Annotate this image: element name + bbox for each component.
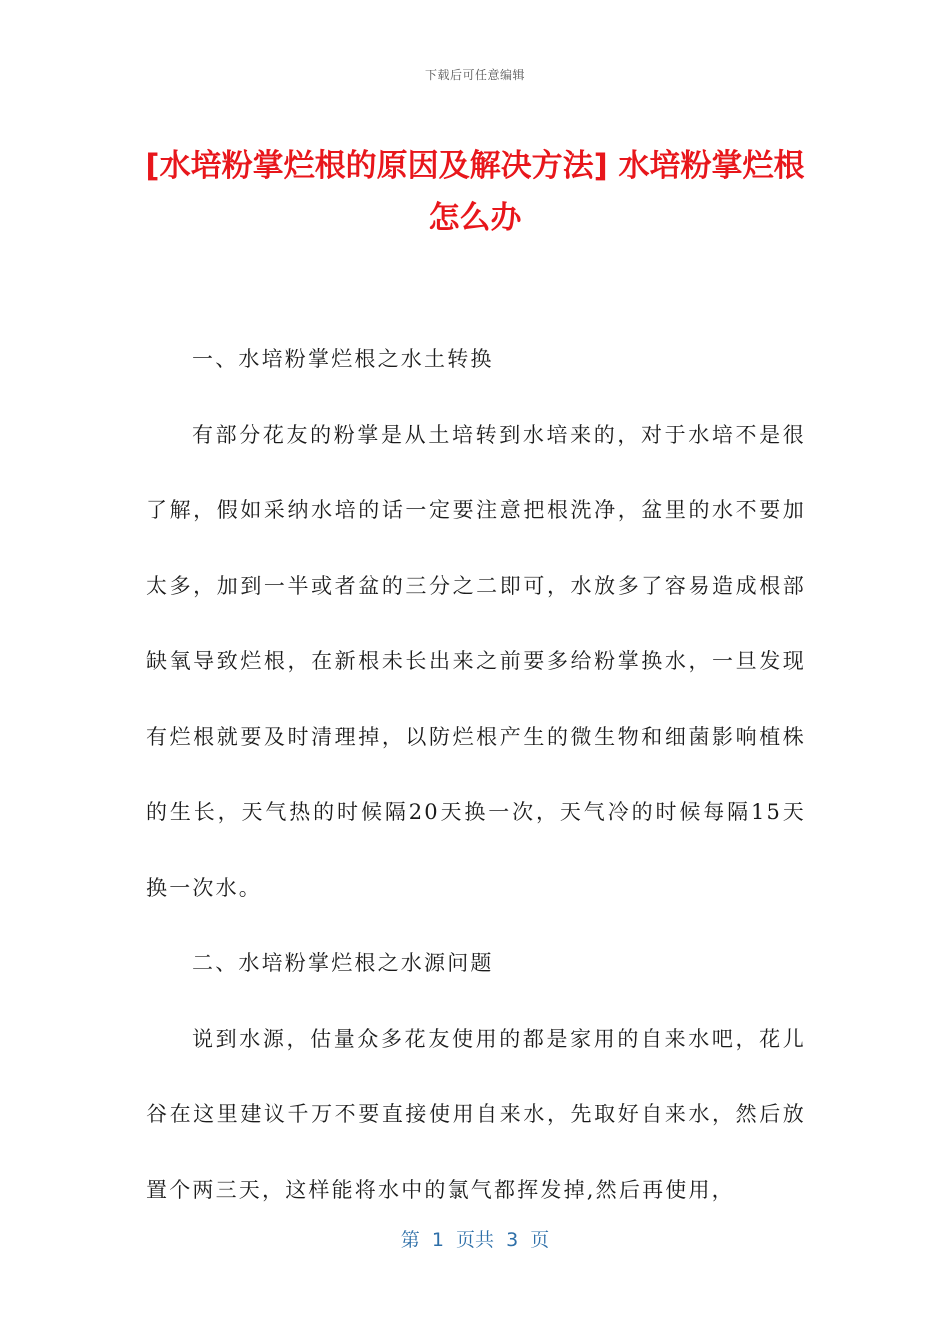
- section-heading-1: 一、水培粉掌烂根之水土转换: [192, 347, 494, 371]
- header-note: 下载后可任意编辑: [424, 68, 525, 82]
- page-footer: 第 1 页共 3 页: [400, 1229, 550, 1251]
- section-heading-2: 二、水培粉掌烂根之水源问题: [192, 951, 494, 975]
- document-body: [146, 322, 806, 1228]
- document-title: [水培粉掌烂根的原因及解决方法] 水培粉掌烂根怎么办: [145, 148, 805, 236]
- paragraph-2: 说到水源，估量众多花友使用的都是家用的自来水吧，花儿谷在这里建议千万不要直接使用自来水，先取好自来水，然后放置个两三天，这样能将水中的氯气都挥发掉,然后再使用，: [146, 1026, 806, 1202]
- paragraph-1: 有部分花友的粉掌是从土培转到水培来的，对于水培不是很了解，假如采纳水培的话一定要注意把根洗净，盆里的水不要加太多，加到一半或者盆的三分之二即可，水放多了容易造成根部缺氧导致烂根，在新根未长出来之前要多给粉掌换水，一旦发现有烂根就要及时清理掉，以防烂根产生的微生物和细菌影响植株的生长，天气热的时候隔20天换一次，天气冷的时候每隔15天换一次水。: [146, 422, 806, 900]
